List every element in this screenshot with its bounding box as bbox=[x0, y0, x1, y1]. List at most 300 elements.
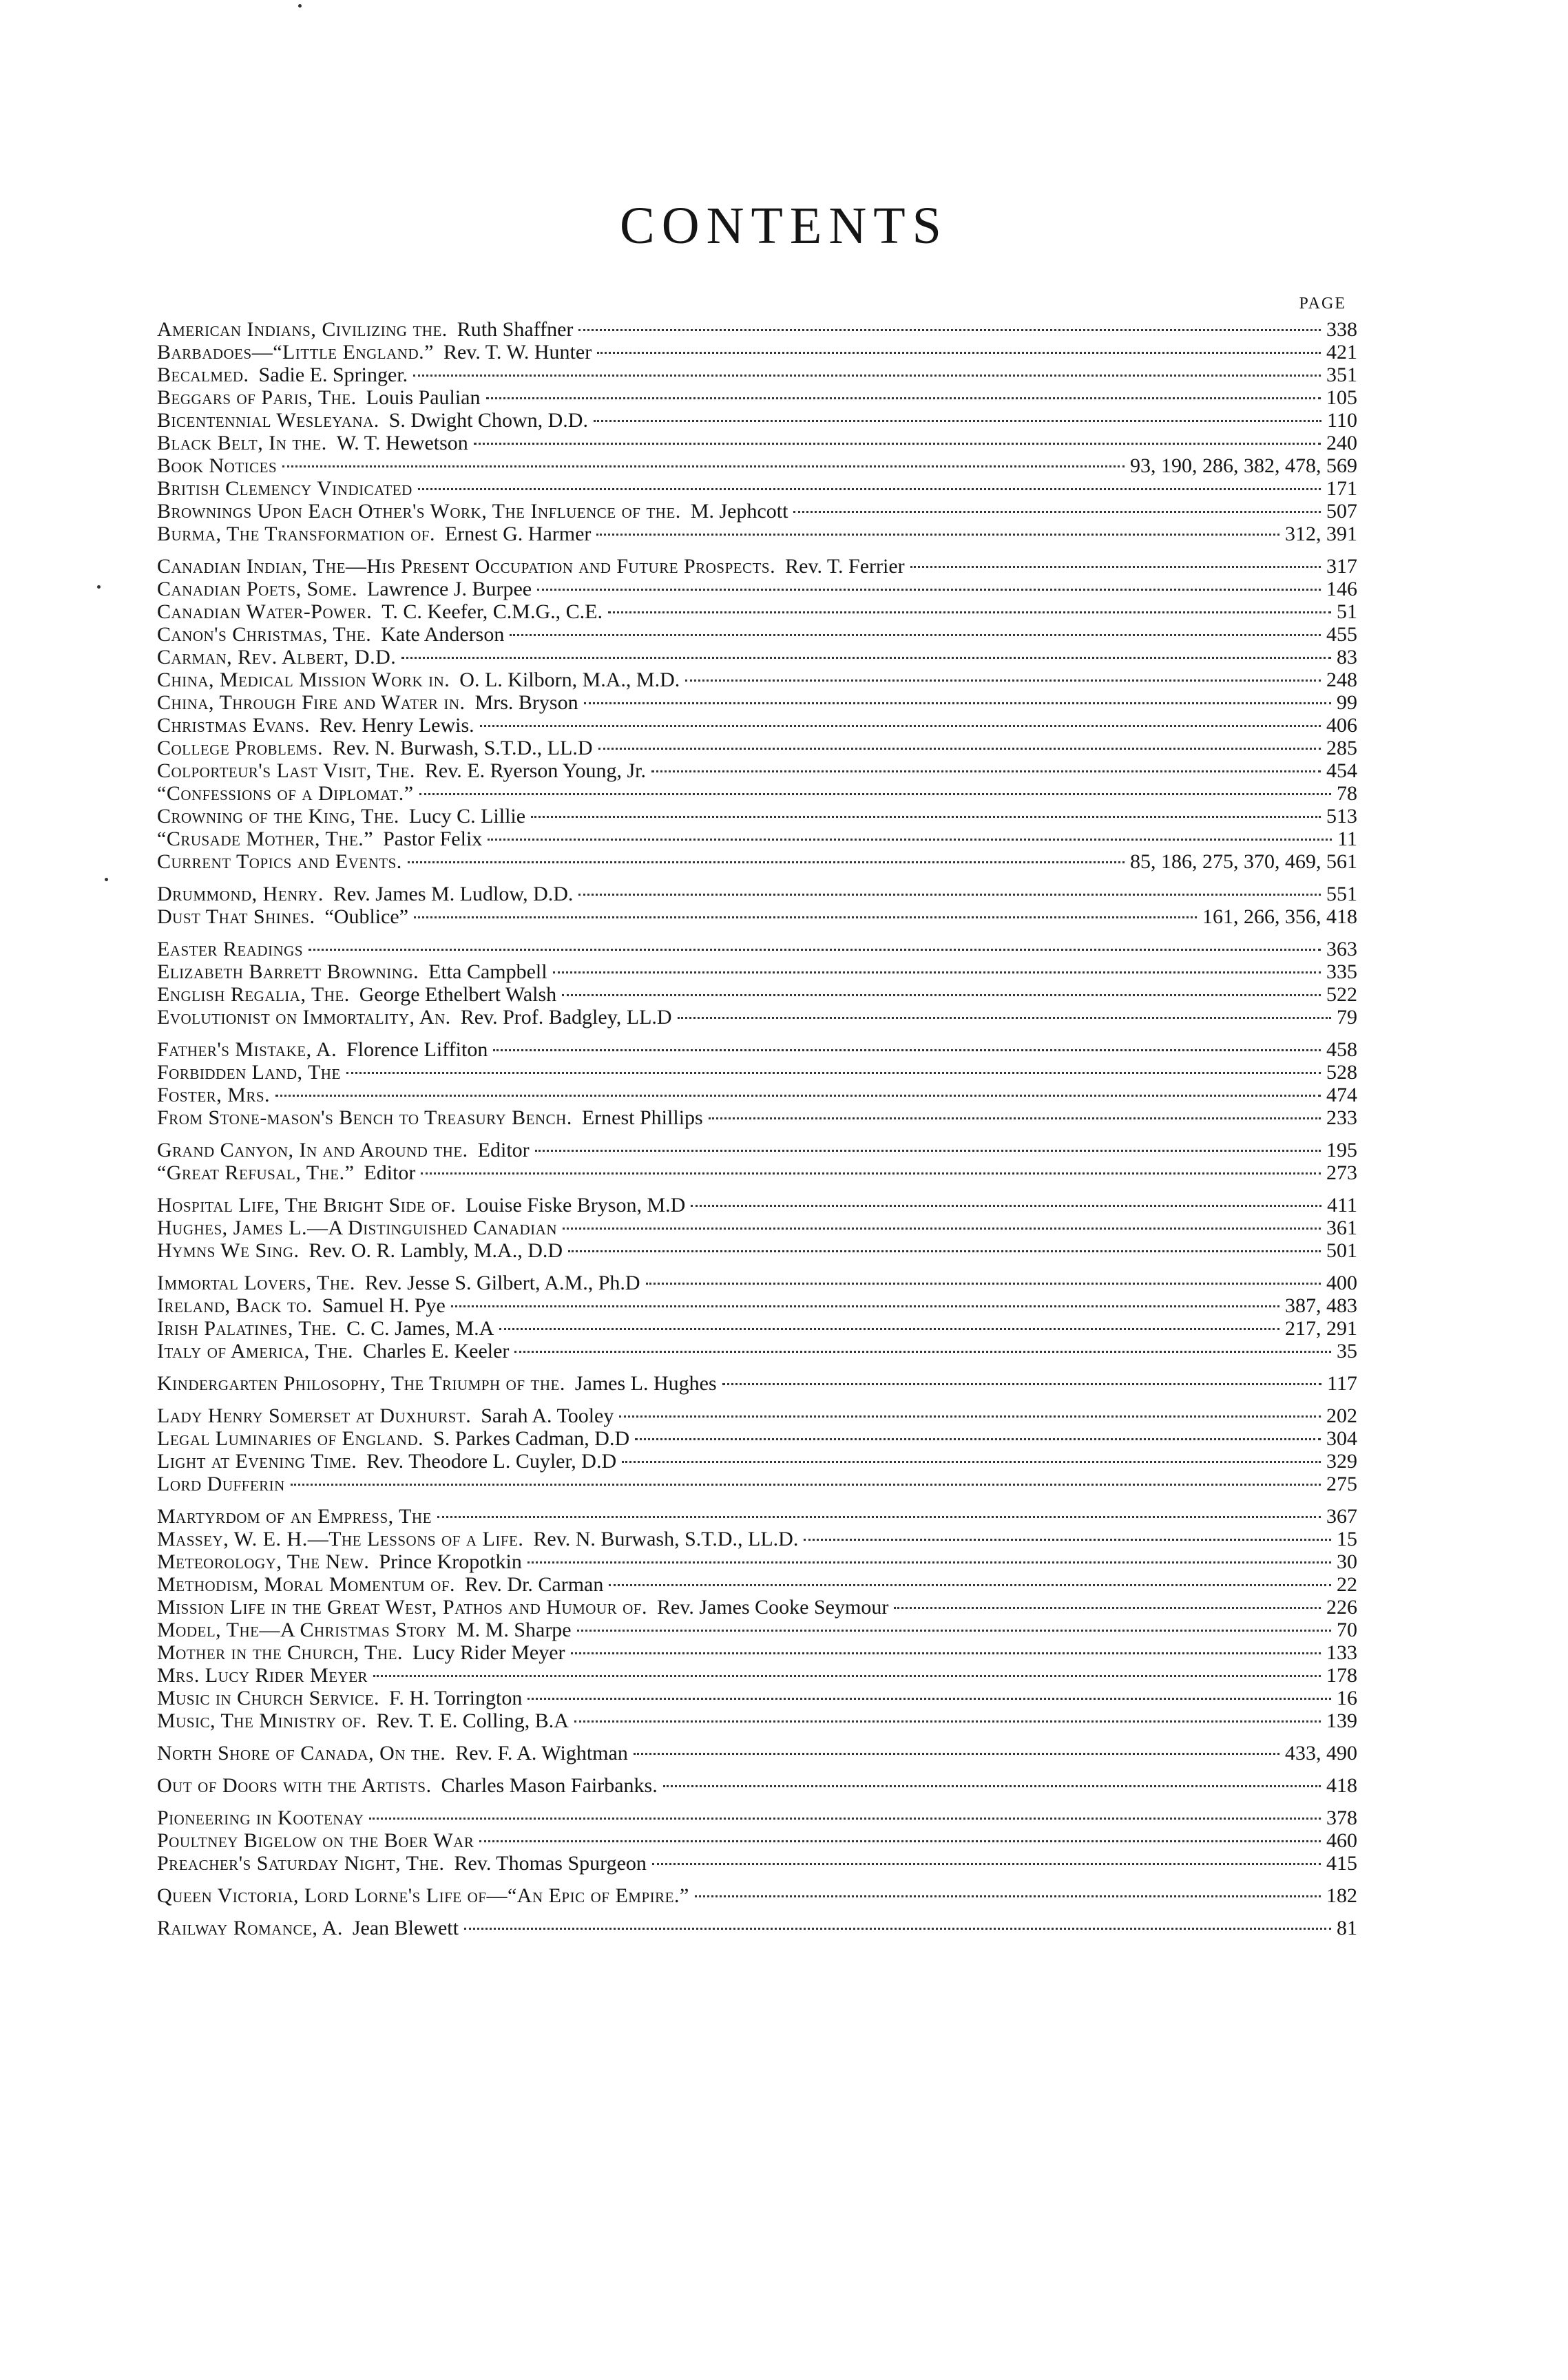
toc-entry bbox=[157, 500, 1357, 523]
entry-title: Canadian Poets, Some. bbox=[157, 578, 358, 600]
toc-entry bbox=[157, 1061, 1357, 1084]
entry-author: T. C. Keefer, C.M.G., C.E. bbox=[381, 600, 603, 623]
entry-pages: 513 bbox=[1326, 805, 1357, 828]
entry-pages: 195 bbox=[1326, 1139, 1357, 1161]
toc-entry bbox=[157, 1217, 1357, 1239]
entry-author: Pastor Felix bbox=[383, 828, 483, 850]
toc-entry bbox=[157, 1294, 1357, 1317]
dot-leader bbox=[369, 1818, 1321, 1820]
entry-author: F. H. Torrington bbox=[389, 1687, 523, 1709]
toc-entry bbox=[157, 1917, 1357, 1939]
toc-entry bbox=[157, 1427, 1357, 1450]
toc-entry bbox=[157, 960, 1357, 983]
dot-leader bbox=[486, 397, 1321, 399]
entry-pages: 217, 291 bbox=[1285, 1317, 1357, 1340]
entry-title: Immortal Lovers, The. bbox=[157, 1272, 355, 1294]
entry-author: Rev. E. Ryerson Young, Jr. bbox=[424, 759, 646, 782]
entry-title: Elizabeth Barrett Browning. bbox=[157, 960, 419, 983]
entry-pages: 99 bbox=[1337, 691, 1357, 714]
dot-leader bbox=[464, 1928, 1331, 1930]
entry-title: Book Notices bbox=[157, 454, 278, 477]
entry-title: American Indians, Civilizing the. bbox=[157, 318, 448, 341]
dot-leader bbox=[571, 1652, 1321, 1654]
entry-author: Rev. T. W. Hunter bbox=[443, 341, 592, 364]
entry-pages: 16 bbox=[1337, 1687, 1357, 1709]
entry-author: Rev. Henry Lewis. bbox=[320, 714, 474, 737]
toc-entry bbox=[157, 1664, 1357, 1687]
entry-title: English Regalia, The. bbox=[157, 983, 350, 1006]
dot-leader bbox=[479, 1840, 1321, 1842]
toc-entry bbox=[157, 883, 1357, 905]
dot-leader bbox=[474, 443, 1321, 445]
toc-entry bbox=[157, 850, 1357, 873]
toc-entry bbox=[157, 454, 1357, 477]
entry-author: O. L. Kilborn, M.A., M.D. bbox=[459, 668, 680, 691]
entry-pages: 110 bbox=[1327, 409, 1357, 432]
entry-title: Light at Evening Time. bbox=[157, 1450, 357, 1473]
dot-leader bbox=[597, 352, 1321, 354]
entry-pages: 233 bbox=[1326, 1106, 1357, 1129]
dot-leader bbox=[373, 1675, 1321, 1677]
entry-pages: 378 bbox=[1326, 1807, 1357, 1829]
dot-leader bbox=[910, 566, 1321, 568]
entry-author: Rev. Theodore L. Cuyler, D.D bbox=[366, 1450, 617, 1473]
entry-pages: 454 bbox=[1326, 759, 1357, 782]
toc-entry bbox=[157, 1596, 1357, 1619]
toc-entry bbox=[157, 555, 1357, 578]
entry-pages: 178 bbox=[1326, 1664, 1357, 1687]
dot-leader bbox=[651, 770, 1321, 772]
entry-title: Irish Palatines, The. bbox=[157, 1317, 337, 1340]
dot-leader bbox=[510, 634, 1321, 636]
toc-entry bbox=[157, 364, 1357, 386]
dot-leader bbox=[663, 1785, 1321, 1787]
dot-leader bbox=[652, 1863, 1321, 1865]
entry-author: Lucy C. Lillie bbox=[408, 805, 526, 828]
entry-pages: 171 bbox=[1326, 477, 1357, 500]
entry-pages: 133 bbox=[1326, 1641, 1357, 1664]
entry-title: Martyrdom of an Empress, The bbox=[157, 1505, 432, 1528]
dot-leader bbox=[563, 1228, 1321, 1230]
toc-entry bbox=[157, 409, 1357, 432]
entry-title: From Stone-mason's Bench to Treasury Bench. bbox=[157, 1106, 572, 1129]
toc-entry bbox=[157, 1641, 1357, 1664]
entry-pages: 117 bbox=[1327, 1372, 1357, 1395]
entry-title: Barbadoes—“Little England.” bbox=[157, 341, 434, 364]
entry-pages: 275 bbox=[1326, 1473, 1357, 1495]
dot-leader bbox=[578, 329, 1321, 331]
entry-author: Rev. N. Burwash, S.T.D., LL.D bbox=[333, 737, 593, 759]
entry-pages: 182 bbox=[1326, 1884, 1357, 1907]
entry-title: Mother in the Church, The. bbox=[157, 1641, 403, 1664]
toc-entry bbox=[157, 341, 1357, 364]
entry-pages: 351 bbox=[1326, 364, 1357, 386]
entry-title: Forbidden Land, The bbox=[157, 1061, 341, 1084]
toc-entry bbox=[157, 1272, 1357, 1294]
entry-pages: 455 bbox=[1326, 623, 1357, 646]
entry-pages: 528 bbox=[1326, 1061, 1357, 1084]
entry-author: Rev. T. E. Colling, B.A bbox=[376, 1709, 569, 1732]
dot-leader bbox=[634, 1753, 1279, 1755]
table-of-contents bbox=[157, 318, 1357, 1939]
toc-entry bbox=[157, 1807, 1357, 1829]
entry-pages: 146 bbox=[1326, 578, 1357, 600]
dot-leader bbox=[493, 1049, 1321, 1051]
entry-pages: 51 bbox=[1337, 600, 1357, 623]
entry-title: Canon's Christmas, The. bbox=[157, 623, 372, 646]
toc-entry bbox=[157, 1006, 1357, 1029]
entry-pages: 81 bbox=[1337, 1917, 1357, 1939]
dot-leader bbox=[514, 1351, 1331, 1353]
entry-author: Louis Paulian bbox=[366, 386, 481, 409]
entry-title: Poultney Bigelow on the Boer War bbox=[157, 1829, 474, 1852]
entry-pages: 248 bbox=[1326, 668, 1357, 691]
entry-pages: 458 bbox=[1326, 1038, 1357, 1061]
entry-title: Burma, The Transformation of. bbox=[157, 523, 435, 545]
entry-title: Music in Church Service. bbox=[157, 1687, 380, 1709]
dot-leader bbox=[451, 1305, 1279, 1307]
toc-entry bbox=[157, 477, 1357, 500]
entry-title: Railway Romance, A. bbox=[157, 1917, 343, 1939]
entry-author: James L. Hughes bbox=[574, 1372, 717, 1395]
entry-pages: 85, 186, 275, 370, 469, 561 bbox=[1130, 850, 1357, 873]
toc-entry bbox=[157, 1317, 1357, 1340]
dot-leader bbox=[635, 1438, 1321, 1440]
toc-entry bbox=[157, 759, 1357, 782]
entry-title: Lord Dufferin bbox=[157, 1473, 285, 1495]
toc-entry bbox=[157, 1340, 1357, 1362]
toc-entry bbox=[157, 432, 1357, 454]
entry-author: Lawrence J. Burpee bbox=[367, 578, 532, 600]
entry-title: Hughes, James L.—A Distinguished Canadian bbox=[157, 1217, 558, 1239]
entry-pages: 460 bbox=[1326, 1829, 1357, 1852]
dot-leader bbox=[894, 1607, 1321, 1609]
entry-title: Colporteur's Last Visit, The. bbox=[157, 759, 415, 782]
entry-title: Easter Readings bbox=[157, 938, 304, 960]
entry-pages: 161, 266, 356, 418 bbox=[1202, 905, 1357, 928]
entry-author: Samuel H. Pye bbox=[322, 1294, 446, 1317]
entry-title: Foster, Mrs. bbox=[157, 1084, 271, 1106]
entry-author: Rev. James M. Ludlow, D.D. bbox=[333, 883, 574, 905]
entry-pages: 400 bbox=[1326, 1272, 1357, 1294]
entry-title: Current Topics and Events. bbox=[157, 850, 402, 873]
entry-author: Editor bbox=[364, 1161, 416, 1184]
toc-entry bbox=[157, 983, 1357, 1006]
entry-author: Rev. Thomas Spurgeon bbox=[454, 1852, 647, 1875]
entry-pages: 329 bbox=[1326, 1450, 1357, 1473]
dot-leader bbox=[577, 1630, 1331, 1632]
entry-pages: 522 bbox=[1326, 983, 1357, 1006]
entry-pages: 226 bbox=[1326, 1596, 1357, 1619]
toc-entry bbox=[157, 1084, 1357, 1106]
dot-leader bbox=[695, 1895, 1321, 1897]
entry-pages: 551 bbox=[1326, 883, 1357, 905]
entry-title: Christmas Evans. bbox=[157, 714, 310, 737]
page-column-label: PAGE bbox=[1299, 295, 1346, 313]
entry-author: Rev. James Cooke Seymour bbox=[656, 1596, 889, 1619]
toc-entry bbox=[157, 318, 1357, 341]
print-speck bbox=[105, 878, 108, 881]
entry-author: Rev. Jesse S. Gilbert, A.M., Ph.D bbox=[364, 1272, 640, 1294]
entry-title: British Clemency Vindicated bbox=[157, 477, 412, 500]
toc-entry bbox=[157, 714, 1357, 737]
entry-title: Hymns We Sing. bbox=[157, 1239, 300, 1262]
toc-entry bbox=[157, 1505, 1357, 1528]
entry-title: Drummond, Henry. bbox=[157, 883, 324, 905]
entry-author: C. C. James, M.A bbox=[346, 1317, 494, 1340]
entry-author: M. Jephcott bbox=[690, 500, 788, 523]
toc-entry bbox=[157, 1106, 1357, 1129]
toc-entry bbox=[157, 1372, 1357, 1395]
dot-leader bbox=[419, 793, 1331, 795]
entry-pages: 361 bbox=[1326, 1217, 1357, 1239]
entry-pages: 83 bbox=[1337, 646, 1357, 668]
entry-title: Music, The Ministry of. bbox=[157, 1709, 367, 1732]
entry-author: S. Parkes Cadman, D.D bbox=[433, 1427, 630, 1450]
entry-pages: 70 bbox=[1337, 1619, 1357, 1641]
entry-title: Kindergarten Philosophy, The Triumph of the. bbox=[157, 1372, 565, 1395]
toc-entry bbox=[157, 1038, 1357, 1061]
toc-entry bbox=[157, 737, 1357, 759]
dot-leader bbox=[413, 375, 1321, 377]
entry-author: Rev. Dr. Carman bbox=[465, 1573, 604, 1596]
dot-leader bbox=[531, 816, 1321, 818]
toc-entry bbox=[157, 386, 1357, 409]
toc-entry bbox=[157, 1573, 1357, 1596]
entry-author: Louise Fiske Bryson, M.D bbox=[466, 1194, 686, 1217]
dot-leader bbox=[594, 420, 1321, 422]
print-speck bbox=[298, 4, 302, 8]
dot-leader bbox=[537, 589, 1321, 591]
entry-author: George Ethelbert Walsh bbox=[359, 983, 557, 1006]
dot-leader bbox=[574, 1720, 1321, 1723]
entry-title: “Confessions of a Diplomat.” bbox=[157, 782, 414, 805]
toc-entry bbox=[157, 1139, 1357, 1161]
toc-entry bbox=[157, 938, 1357, 960]
entry-title: Dust That Shines. bbox=[157, 905, 315, 928]
dot-leader bbox=[437, 1516, 1321, 1518]
dot-leader bbox=[401, 657, 1331, 659]
entry-author: Rev. Prof. Badgley, LL.D bbox=[460, 1006, 672, 1029]
toc-entry bbox=[157, 1829, 1357, 1852]
entry-title: Carman, Rev. Albert, D.D. bbox=[157, 646, 397, 668]
entry-author: Rev. O. R. Lambly, M.A., D.D bbox=[309, 1239, 563, 1262]
entry-pages: 411 bbox=[1327, 1194, 1357, 1217]
entry-author: Editor bbox=[477, 1139, 530, 1161]
entry-pages: 273 bbox=[1326, 1161, 1357, 1184]
entry-author: Charles E. Keeler bbox=[363, 1340, 510, 1362]
entry-title: Beggars of Paris, The. bbox=[157, 386, 357, 409]
dot-leader bbox=[596, 534, 1279, 536]
entry-pages: 93, 190, 286, 382, 478, 569 bbox=[1130, 454, 1357, 477]
entry-author: “Oublice” bbox=[324, 905, 409, 928]
entry-title: Becalmed. bbox=[157, 364, 249, 386]
entry-author: Florence Liffiton bbox=[346, 1038, 488, 1061]
entry-title: China, Through Fire and Water in. bbox=[157, 691, 466, 714]
entry-pages: 22 bbox=[1337, 1573, 1357, 1596]
entry-pages: 139 bbox=[1326, 1709, 1357, 1732]
toc-entry bbox=[157, 523, 1357, 545]
entry-title: Hospital Life, The Bright Side of. bbox=[157, 1194, 457, 1217]
entry-title: Evolutionist on Immortality, An. bbox=[157, 1006, 451, 1029]
toc-entry bbox=[157, 668, 1357, 691]
entry-pages: 387, 483 bbox=[1285, 1294, 1357, 1317]
entry-pages: 367 bbox=[1326, 1505, 1357, 1528]
dot-leader bbox=[488, 839, 1332, 841]
entry-author: Etta Campbell bbox=[428, 960, 547, 983]
dot-leader bbox=[527, 1561, 1331, 1563]
toc-entry bbox=[157, 782, 1357, 805]
toc-entry bbox=[157, 805, 1357, 828]
entry-title: Canadian Water-Power. bbox=[157, 600, 373, 623]
toc-entry bbox=[157, 1687, 1357, 1709]
dot-leader bbox=[568, 1250, 1321, 1252]
dot-leader bbox=[609, 1584, 1331, 1586]
toc-entry bbox=[157, 905, 1357, 928]
entry-author: Sarah A. Tooley bbox=[481, 1404, 614, 1427]
dot-leader bbox=[535, 1150, 1321, 1152]
dot-leader bbox=[584, 702, 1331, 704]
print-speck bbox=[97, 585, 101, 589]
toc-entry bbox=[157, 578, 1357, 600]
toc-entry bbox=[157, 646, 1357, 668]
entry-pages: 415 bbox=[1326, 1852, 1357, 1875]
entry-author: S. Dwight Chown, D.D. bbox=[388, 409, 588, 432]
dot-leader bbox=[408, 861, 1125, 863]
entry-title: Black Belt, In the. bbox=[157, 432, 327, 454]
dot-leader bbox=[346, 1072, 1321, 1074]
entry-title: Legal Luminaries of England. bbox=[157, 1427, 424, 1450]
dot-leader bbox=[553, 971, 1321, 973]
toc-entry bbox=[157, 1161, 1357, 1184]
dot-leader bbox=[275, 1095, 1321, 1097]
entry-title: “Great Refusal, The.” bbox=[157, 1161, 355, 1184]
dot-leader bbox=[499, 1328, 1279, 1330]
toc-entry bbox=[157, 1774, 1357, 1797]
toc-entry bbox=[157, 1884, 1357, 1907]
dot-leader bbox=[282, 465, 1125, 467]
dot-leader bbox=[480, 725, 1321, 727]
toc-entry bbox=[157, 1473, 1357, 1495]
dot-leader bbox=[562, 994, 1321, 996]
entry-title: Canadian Indian, The—His Present Occupation and Future Prospects. bbox=[157, 555, 776, 578]
toc-entry bbox=[157, 623, 1357, 646]
entry-pages: 406 bbox=[1326, 714, 1357, 737]
toc-entry bbox=[157, 1619, 1357, 1641]
entry-author: Ruth Shaffner bbox=[457, 318, 574, 341]
entry-pages: 363 bbox=[1326, 938, 1357, 960]
entry-title: Mrs. Lucy Rider Meyer bbox=[157, 1664, 368, 1687]
entry-title: Brownings Upon Each Other's Work, The Influence of the. bbox=[157, 500, 681, 523]
entry-author: W. T. Hewetson bbox=[336, 432, 468, 454]
entry-title: Bicentennial Wesleyana. bbox=[157, 409, 379, 432]
toc-entry bbox=[157, 1528, 1357, 1550]
dot-leader bbox=[709, 1117, 1321, 1119]
entry-author: Mrs. Bryson bbox=[474, 691, 578, 714]
toc-entry bbox=[157, 600, 1357, 623]
entry-title: Father's Mistake, A. bbox=[157, 1038, 337, 1061]
dot-leader bbox=[793, 511, 1321, 513]
entry-author: M. M. Sharpe bbox=[456, 1619, 572, 1641]
toc-entry bbox=[157, 828, 1357, 850]
dot-leader bbox=[622, 1461, 1321, 1463]
entry-author: Rev. F. A. Wightman bbox=[455, 1742, 628, 1765]
dot-leader bbox=[418, 488, 1321, 490]
entry-pages: 304 bbox=[1326, 1427, 1357, 1450]
entry-title: Grand Canyon, In and Around the. bbox=[157, 1139, 468, 1161]
dot-leader bbox=[291, 1484, 1321, 1486]
entry-pages: 78 bbox=[1337, 782, 1357, 805]
entry-title: Ireland, Back to. bbox=[157, 1294, 313, 1317]
entry-author: Sadie E. Springer. bbox=[258, 364, 408, 386]
entry-author: Ernest Phillips bbox=[581, 1106, 703, 1129]
entry-title: “Crusade Mother, The.” bbox=[157, 828, 374, 850]
dot-leader bbox=[421, 1172, 1321, 1175]
entry-pages: 240 bbox=[1326, 432, 1357, 454]
entry-pages: 202 bbox=[1326, 1404, 1357, 1427]
entry-title: Model, The—A Christmas Story bbox=[157, 1619, 447, 1641]
entry-title: Queen Victoria, Lord Lorne's Life of—“An Epic of Empire.” bbox=[157, 1884, 689, 1907]
toc-entry bbox=[157, 1852, 1357, 1875]
entry-author: Rev. N. Burwash, S.T.D., LL.D. bbox=[533, 1528, 799, 1550]
entry-title: China, Medical Mission Work in. bbox=[157, 668, 450, 691]
entry-title: North Shore of Canada, On the. bbox=[157, 1742, 446, 1765]
entry-pages: 335 bbox=[1326, 960, 1357, 983]
page-title: CONTENTS bbox=[620, 197, 948, 255]
dot-leader bbox=[691, 1205, 1321, 1207]
entry-pages: 501 bbox=[1326, 1239, 1357, 1262]
toc-entry bbox=[157, 1194, 1357, 1217]
entry-author: Jean Blewett bbox=[352, 1917, 459, 1939]
dot-leader bbox=[685, 680, 1321, 682]
entry-title: Massey, W. E. H.—The Lessons of a Life. bbox=[157, 1528, 524, 1550]
toc-entry bbox=[157, 1239, 1357, 1262]
entry-pages: 433, 490 bbox=[1285, 1742, 1357, 1765]
dot-leader bbox=[804, 1539, 1331, 1541]
entry-pages: 15 bbox=[1337, 1528, 1357, 1550]
entry-pages: 338 bbox=[1326, 318, 1357, 341]
entry-title: Lady Henry Somerset at Duxhurst. bbox=[157, 1404, 472, 1427]
entry-pages: 11 bbox=[1337, 828, 1357, 850]
dot-leader bbox=[646, 1283, 1321, 1285]
dot-leader bbox=[598, 748, 1321, 750]
dot-leader bbox=[722, 1383, 1321, 1385]
dot-leader bbox=[309, 949, 1321, 951]
dot-leader bbox=[678, 1017, 1331, 1019]
entry-author: Prince Kropotkin bbox=[379, 1550, 522, 1573]
dot-leader bbox=[608, 611, 1331, 613]
entry-title: Meteorology, The New. bbox=[157, 1550, 370, 1573]
entry-pages: 312, 391 bbox=[1285, 523, 1357, 545]
entry-author: Ernest G. Harmer bbox=[444, 523, 592, 545]
toc-entry bbox=[157, 1404, 1357, 1427]
entry-title: Preacher's Saturday Night, The. bbox=[157, 1852, 445, 1875]
entry-author: Charles Mason Fairbanks. bbox=[441, 1774, 658, 1797]
entry-title: Out of Doors with the Artists. bbox=[157, 1774, 432, 1797]
entry-pages: 285 bbox=[1326, 737, 1357, 759]
dot-leader bbox=[414, 916, 1197, 918]
dot-leader bbox=[527, 1698, 1331, 1700]
dot-leader bbox=[578, 894, 1321, 896]
toc-entry bbox=[157, 1550, 1357, 1573]
entry-title: Mission Life in the Great West, Pathos and Humour of. bbox=[157, 1596, 647, 1619]
toc-entry bbox=[157, 691, 1357, 714]
entry-title: College Problems. bbox=[157, 737, 324, 759]
entry-pages: 474 bbox=[1326, 1084, 1357, 1106]
entry-author: Lucy Rider Meyer bbox=[412, 1641, 565, 1664]
entry-author: Rev. T. Ferrier bbox=[785, 555, 905, 578]
entry-pages: 30 bbox=[1337, 1550, 1357, 1573]
